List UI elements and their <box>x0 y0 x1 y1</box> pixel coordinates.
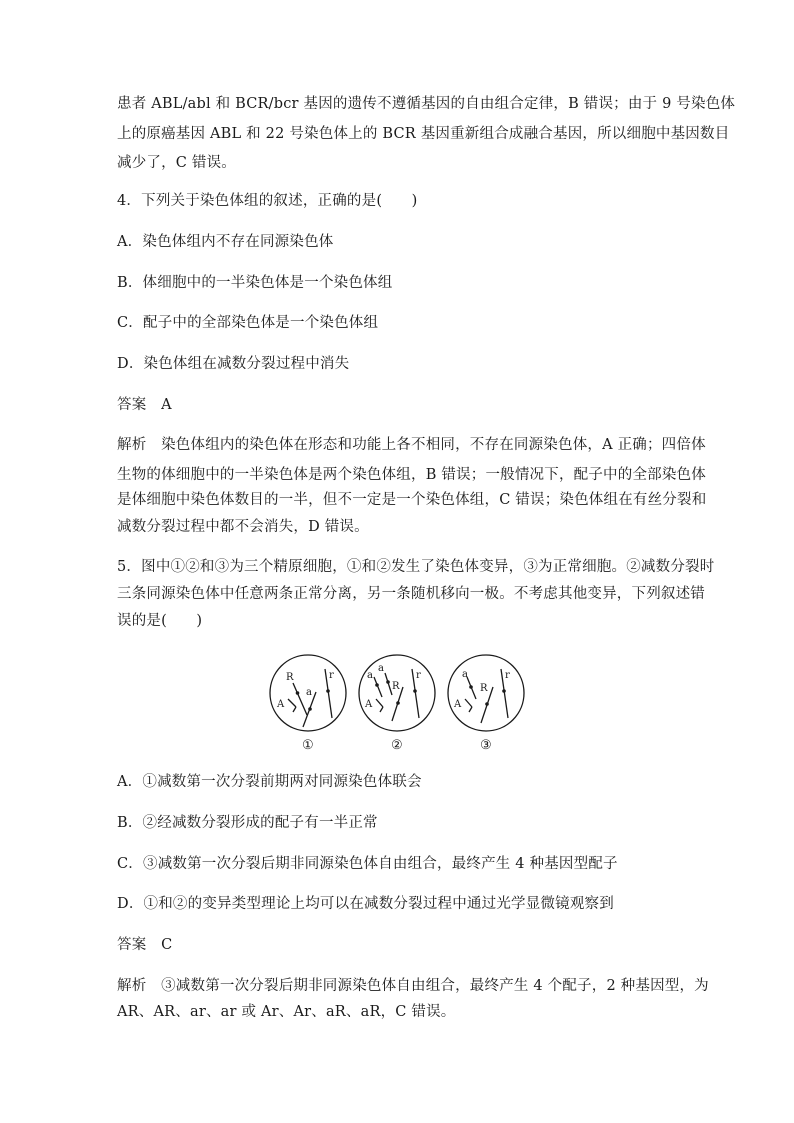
question-5-analysis-line: 解析 ③减数第一次分裂后期非同源染色体自由组合，最终产生 4 个配子，2 种基因型，为 <box>117 978 709 994</box>
gene-label: R <box>392 681 400 692</box>
gene-label: r <box>505 670 510 681</box>
question-4-option-b: B．体细胞中的一半染色体是一个染色体组 <box>117 275 393 291</box>
question-4-analysis-line: 减数分裂过程中都不会消失，D 错误。 <box>117 519 369 535</box>
question-5-option-c: C．③减数第一次分裂后期非同源染色体自由组合，最终产生 4 种基因型配子 <box>117 856 618 872</box>
cell-caption: ② <box>391 738 403 753</box>
gene-label: a <box>306 687 312 698</box>
cell-1 <box>270 655 346 753</box>
question-5-stem-line: 5．图中①②和③为三个精原细胞，①和②发生了染色体变异，③为正常细胞。②减数分裂时 <box>117 559 715 575</box>
analysis-line: 患者 ABL/abl 和 BCR/bcr 基因的遗传不遵循基因的自由组合定律，B 错误；由于 9 号染色体 <box>117 96 736 112</box>
question-5-stem-line: 误的是( ) <box>117 613 203 629</box>
question-4-analysis-line: 是体细胞中染色体数目的一半，但不一定是一个染色体组，C 错误；染色体组在有丝分裂和 <box>117 492 707 508</box>
gene-label: A <box>277 699 285 710</box>
question-4-option-c: C．配子中的全部染色体是一个染色体组 <box>117 315 379 331</box>
question-4-stem: 4．下列关于染色体组的叙述，正确的是( ) <box>117 193 418 209</box>
question-5-option-d: D．①和②的变异类型理论上均可以在减数分裂过程中通过光学显微镜观察到 <box>117 896 614 912</box>
gene-label: A <box>365 699 373 710</box>
gene-label: R <box>480 683 488 694</box>
cell-caption: ① <box>302 738 314 753</box>
analysis-line: 减少了，C 错误。 <box>117 155 237 171</box>
analysis-line: 上的原癌基因 ABL 和 22 号染色体上的 BCR 基因重新组合成融合基因，所以细胞中基因数目 <box>117 126 730 142</box>
cell-3 <box>448 655 524 753</box>
question-4-option-a: A．染色体组内不存在同源染色体 <box>117 234 334 250</box>
question-5-option-b: B．②经减数分裂形成的配子有一半正常 <box>117 815 378 831</box>
question-4-analysis-line: 生物的体细胞中的一半染色体是两个染色体组，B 错误；一般情况下，配子中的全部染色体 <box>117 467 706 483</box>
gene-label: r <box>329 670 334 681</box>
gene-label: A <box>454 699 462 710</box>
question-5-answer: 答案 C <box>117 937 173 953</box>
question-4-analysis-line: 解析 染色体组内的染色体在形态和功能上各不相同，不存在同源染色体，A 正确；四倍体 <box>117 437 706 453</box>
cell-2 <box>359 655 435 753</box>
gene-label: r <box>416 670 421 681</box>
gene-label: a <box>378 663 384 674</box>
gene-label: a <box>462 669 468 680</box>
gene-label: a <box>367 670 373 681</box>
question-5-analysis-line: AR、AR、ar、ar 或 Ar、Ar、aR、aR，C 错误。 <box>117 1004 456 1020</box>
gene-label: R <box>286 672 294 683</box>
spermatogonia-figure <box>266 651 528 753</box>
question-4-answer: 答案 A <box>117 397 172 413</box>
cell-caption: ③ <box>480 738 492 753</box>
cells-diagram <box>266 651 528 753</box>
question-4-option-d: D．染色体组在减数分裂过程中消失 <box>117 356 350 372</box>
question-5-option-a: A．①减数第一次分裂前期两对同源染色体联会 <box>117 774 422 790</box>
question-5-stem-line: 三条同源染色体中任意两条正常分离，另一条随机移向一极。不考虑其他变异，下列叙述错 <box>117 586 705 602</box>
